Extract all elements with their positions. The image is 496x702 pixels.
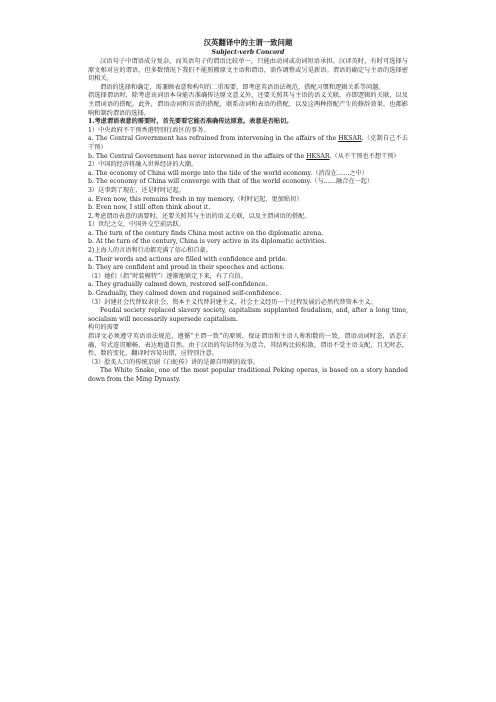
example-6-chinese: （1）她们（指“时装模特”）逐渐地镇定下来，有了自信。 bbox=[88, 272, 247, 280]
example-2-translation-a: a. The economy of China will merge into the tide of the world economy.（消没在……之中） bbox=[88, 169, 368, 177]
text-span: .（从不干预也不想干预） bbox=[329, 152, 400, 160]
example-2-translation-b: b. The economy of China will converge with that of the world economy.（与……融合在一起） bbox=[88, 178, 374, 186]
text-span: .（克制自己不去干预） bbox=[88, 135, 408, 151]
document-subtitle: Subject-verb Concord bbox=[211, 49, 285, 56]
example-4-chinese: 1）世纪之交，中国外交空前活跃。 bbox=[88, 221, 185, 229]
example-5-translation-b: b. They are confident and proud in their speeches and actions. bbox=[88, 264, 285, 272]
underlined-term: HKSAR bbox=[338, 135, 362, 143]
text-span: a. The Central Government has refrained from intervening in the affairs of the bbox=[88, 135, 339, 143]
example-1-translation-b bbox=[88, 153, 408, 162]
intro-paragraph: 汉语句子中谓语成分复杂，而英语句子的谓语比较单一，只能由动词或动词短语承担。汉译英时，有时可选择与原文相对应的谓语，但多数情况下我们不能照搬原文主语和谓语，需作调整或另觅新语。谓语的确定与主语的选择密切相关。 bbox=[88, 58, 408, 83]
underlined-term: HKSAR bbox=[306, 152, 330, 160]
example-6-translation-b: b. Gradually, they calmed down and regained self-confidence. bbox=[88, 290, 282, 298]
example-3-translation-a: a. Even now, this remains fresh in my memory.（时时记起，更加贴切） bbox=[88, 195, 303, 203]
section-heading-1: 1.考虑谓语表意的需要时，首先要看它能否准确传达原意。表意是否贴切。 bbox=[88, 118, 293, 126]
example-5-chinese: 2)上海人的言语和行动都充满了信心和自豪。 bbox=[88, 247, 212, 255]
example-7-translation: Feudal society replaced slavery society, capitalism supplanted feudalism, and, after a long time, socialism will necessarily supersede capitalism. bbox=[88, 307, 408, 323]
structure-paragraph: 指译文必须遵守英语语法规范，遵循“主谓一致”的原则，保证谓语和主语人称和数的一致，谓语动词时态，语态正确，句式连贯顺畅，表达地道自然。由于汉语的句法特征为意合，其结构比较松散，谓语不受主语支配，且无时态，性，数的变化，翻译时容易出错，应特别注意。 bbox=[88, 333, 408, 358]
example-6-translation-a: a. They gradually calmed down, restored self-confidence. bbox=[88, 281, 268, 289]
predicate-paragraph: 谓语的选择和确定，需兼顾表意和构句的二重需要，即考虑英语语法规范，搭配习惯和逻辑关系等问题。 bbox=[100, 83, 385, 91]
example-3-translation-b: b. Even now, I still often think about it. bbox=[88, 204, 211, 212]
example-2-chinese: 2）中国的经济将融入世界经济的大潮。 bbox=[88, 161, 198, 169]
selection-paragraph: 指选择谓语时，除考虑该词语本身能否准确传达原文意义外，还要关照其与主语的语义关联，亦即逻辑的关联，以及主谓词语的搭配。此外，谓语动词和宾语的搭配，联系动词和表语的搭配，以及这两种搭配产生的修辞效果，也都影响和制约谓语的选择。 bbox=[88, 92, 408, 117]
example-8-chinese: （3）脍炙人口的传统京剧《白蛇传》讲的是源自明朝的故事。 bbox=[88, 358, 259, 366]
example-1-translation-a bbox=[88, 135, 408, 152]
example-3-chinese: 3）这事到了现在，还是时时记起。 bbox=[88, 186, 185, 194]
section-label: 构句的需要 bbox=[88, 324, 119, 332]
section-heading-2: 2.考虑谓语表意的需要时，还要关照其与主语的语义关联，以及主谓词语的搭配。 bbox=[88, 212, 311, 220]
document-page bbox=[88, 38, 408, 385]
example-5-translation-a: a. Their words and actions are filled with confidence and pride. bbox=[88, 255, 288, 263]
text-span: b. The Central Government has never intervened in the affairs of the bbox=[88, 152, 307, 160]
example-4-translation-b: b. At the turn of the century, China is very active in its diplomatic activities. bbox=[88, 238, 327, 246]
example-1-chinese: 1）中央政府不干预香港特别行政区的事务。 bbox=[88, 126, 210, 134]
example-4-translation-a: a. The turn of the century finds China most active on the diplomatic arena. bbox=[88, 229, 324, 237]
document-title: 汉英翻译中的主谓一致问题 bbox=[203, 38, 293, 47]
example-8-translation: The White Snake, one of the most popular traditional Peking operas, is based on a story handed down from the Ming Dynasty. bbox=[88, 367, 408, 383]
example-7-chinese: （3）封建社会代替奴隶社会，资本主义代替封建主义，社会主义经历一个过程发展后必然代替资本主义。 bbox=[88, 298, 377, 306]
